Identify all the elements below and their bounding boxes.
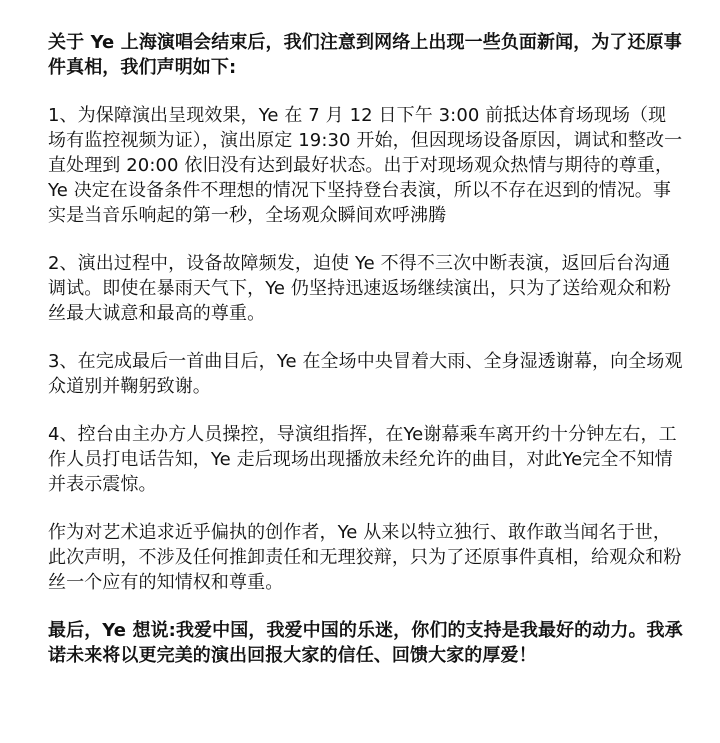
statement-point-1: 1、为保障演出呈现效果，Ye 在 7 月 12 日下午 3:00 前抵达体育场现场（现场有监控视频为证），演出原定 19:30 开始，但因现场设备原因，调试和整改一直处理到 20:00 依旧没有达到最好状态。出于对现场观众热情与期待的尊重，Ye 决定在设备条件不理想的情况下坚持登台表演，所以不存在迟到的情况。事实是当音乐响起的第一秒，全场观众瞬间欢呼沸腾 (48, 105, 683, 226)
paragraph-gap (48, 399, 684, 422)
paragraph-gap (48, 595, 684, 618)
statement-point-3: 3、在完成最后一首曲目后，Ye 在全场中央冒着大雨、全身湿透谢幕，向全场观众道别并鞠躬致谢。 (48, 351, 683, 397)
paragraph-gap (48, 326, 684, 349)
statement-paragraph-5: 作为对艺术追求近乎偏执的创作者，Ye 从来以特立独行、敢作敢当闻名于世，此次声明，不涉及任何推卸责任和无理狡辩，只为了还原事件真相，给观众和粉丝一个应有的知情权和尊重。 (48, 522, 682, 593)
statement-intro: 关于 Ye 上海演唱会结束后，我们注意到网络上出现一些负面新闻，为了还原事件真相，我们声明如下: (48, 32, 682, 78)
paragraph-gap (48, 228, 684, 251)
statement-closing: 最后，Ye 想说:我爱中国，我爱中国的乐迷，你们的支持是我最好的动力。我承诺未来将以更完美的演出回报大家的信任、回馈大家的厚爱！ (48, 620, 683, 666)
statement-document (48, 30, 684, 668)
paragraph-gap (48, 497, 684, 520)
paragraph-gap (48, 80, 684, 103)
statement-point-2: 2、演出过程中，设备故障频发，迫使 Ye 不得不三次中断表演，返回后台沟通调试。即使在暴雨天气下，Ye 仍坚持迅速返场继续演出，只为了送给观众和粉丝最大诚意和最高的尊重。 (48, 253, 671, 324)
statement-point-4: 4、控台由主办方人员操控，导演组指挥，在Ye谢幕乘车离开约十分钟左右，工作人员打电话告知，Ye 走后现场出现播放未经允许的曲目，对此Ye完全不知情并表示震惊。 (48, 424, 677, 495)
